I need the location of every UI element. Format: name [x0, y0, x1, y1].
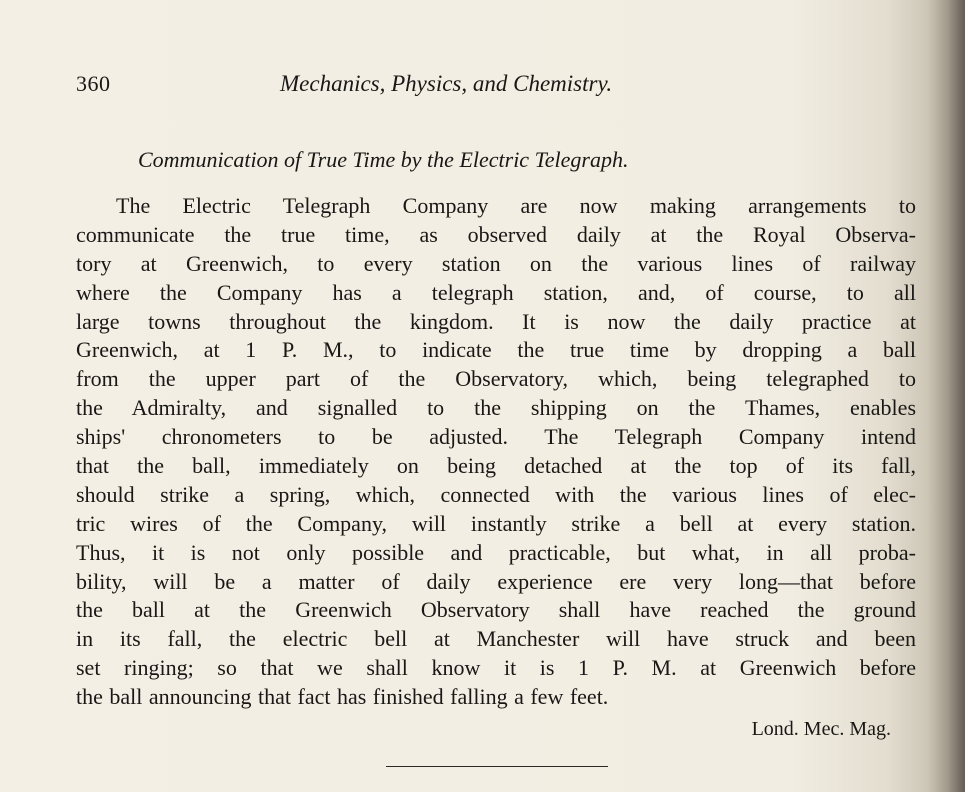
text-line: the ball announcing that fact has finished falling a few feet. [76, 684, 609, 710]
text-line: set ringing; so that we shall know it is 1 P. M. at Greenwich before [76, 655, 916, 681]
text-line: should strike a spring, which, connected with the various lines of elec- [76, 481, 916, 507]
text-line: communicate the true time, as observed daily at the Royal Observa- [76, 221, 916, 247]
text-line: from the upper part of the Observatory, which, being telegraphed to [76, 366, 916, 392]
text-line: large towns throughout the kingdom. It is now the daily practice at [76, 308, 916, 334]
text-line: that the ball, immediately on being detached at the top of its fall, [76, 453, 916, 479]
text-line: bility, will be a matter of daily experience ere very long—that before [76, 568, 916, 594]
text-line: The Electric Telegraph Company are now making arrangements to [116, 193, 916, 218]
text-line: Greenwich, at 1 P. M., to indicate the true time by dropping a ball [76, 337, 916, 363]
running-title: Mechanics, Physics, and Chemistry. [280, 71, 613, 96]
running-header [76, 71, 906, 105]
text-line: ships' chronometers to be adjusted. The Telegraph Company intend [76, 424, 916, 450]
text-line: Thus, it is not only possible and practicable, but what, in all proba- [76, 539, 916, 565]
text-line: where the Company has a telegraph station, and, of course, to all [76, 279, 916, 305]
section-divider-rule [386, 766, 608, 767]
text-line: in its fall, the electric bell at Manchester will have struck and been [76, 626, 916, 652]
text-line: the Admiralty, and signalled to the shipping on the Thames, enables [76, 395, 916, 421]
text-line: the ball at the Greenwich Observatory shall have reached the ground [76, 597, 916, 623]
source-attribution: Lond. Mec. Mag. [751, 718, 891, 740]
article-title: Communication of True Time by the Electric Telegraph. [138, 147, 629, 172]
page-gutter-shadow [927, 0, 965, 792]
text-line: tory at Greenwich, to every station on the various lines of railway [76, 250, 916, 276]
article-body [76, 192, 916, 712]
page-number: 360 [76, 71, 111, 96]
text-line: tric wires of the Company, will instantly strike a bell at every station. [76, 510, 916, 536]
